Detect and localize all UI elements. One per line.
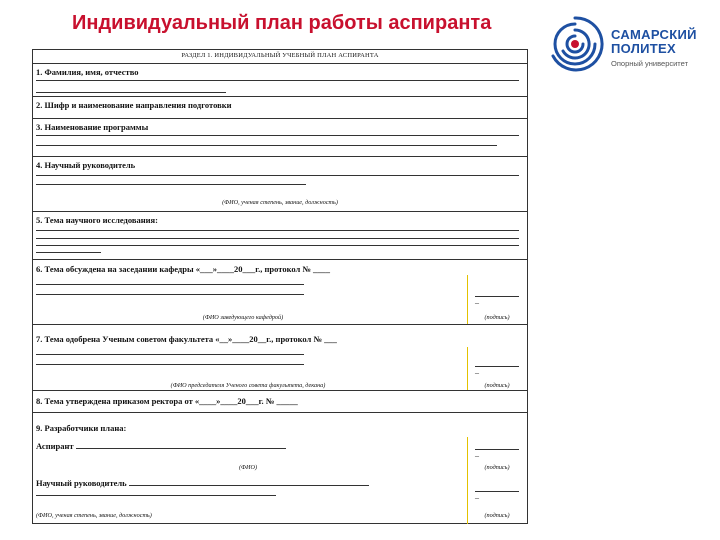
logo-name-line2: ПОЛИТЕХ [611,41,676,56]
form-header: РАЗДЕЛ 1. ИНДИВИДУАЛЬНЫЙ УЧЕБНЫЙ ПЛАН АСПИРАНТА [181,52,379,59]
council-approval-label: 7. Тема одобрена Ученым советом факультета «__»____20__г., протокол № ___ [36,334,337,344]
council-name-line-1[interactable] [36,354,304,355]
aspirant-signature-line[interactable] [475,449,519,450]
supervisor-sign-label: Научный руководитель [36,478,127,488]
logo-name-line1: САМАРСКИЙ [611,27,697,42]
signature-divider [467,275,468,325]
head-signature-caption: (подпись) [484,314,510,321]
full-name-line-1[interactable] [36,80,519,81]
supervisor-signature-line[interactable] [475,491,519,492]
aspirant-signature-dash: – [475,451,479,460]
section-research-topic [33,211,527,260]
council-name-caption: (ФИО председателя Ученого совета факультета, декана) [170,382,326,389]
aspirant-signature-caption: (подпись) [484,464,510,471]
program-label: 3. Наименование программы [36,122,149,132]
head-signature-dash: – [475,298,479,307]
supervisor-signature-dash: – [475,493,479,502]
aspirant-name-field[interactable] [76,440,286,449]
section-council-approval [33,324,527,391]
supervisor-sign-row [36,477,369,488]
council-signature-dash: – [475,368,479,377]
aspirant-label: Аспирант [36,441,74,451]
section-supervisor [33,156,527,212]
full-name-line-2[interactable] [36,92,226,93]
supervisor-name-line-2[interactable] [36,495,276,496]
supervisor-label: 4. Научный руководитель [36,160,136,170]
program-line-2[interactable] [36,145,497,146]
research-topic-line-4[interactable] [36,252,101,253]
council-name-line-2[interactable] [36,364,304,365]
section-department-discussion [33,259,527,325]
supervisor-sign-caption: (ФИО, ученая степень, звание, должность) [36,512,152,519]
page-title: Индивидуальный план работы аспиранта [72,12,492,34]
section-program [33,118,527,157]
logo-circles-icon [545,14,605,74]
aspirant-caption: (ФИО) [238,464,258,471]
supervisor-line-1[interactable] [36,175,519,176]
supervisor-line-2[interactable] [36,184,306,185]
research-topic-line-3[interactable] [36,245,519,246]
direction-label: 2. Шифр и наименование направления подготовки [36,100,232,110]
research-topic-label: 5. Тема научного исследования: [36,215,158,225]
logo-name [611,28,697,56]
supervisor-name-field[interactable] [129,477,369,486]
logo-tagline: Опорный университет [611,59,689,68]
university-logo [545,14,705,78]
aspirant-row [36,440,286,451]
form-header-row [33,50,527,63]
research-topic-line-1[interactable] [36,230,519,231]
rector-order-label: 8. Тема утверждена приказом ректора от «____»____20___г. № _____ [36,396,298,406]
section-rector-order [33,390,527,413]
signature-divider [467,347,468,391]
program-line-1[interactable] [36,135,519,136]
full-name-label: 1. Фамилия, имя, отчество [36,67,139,77]
council-signature-line[interactable] [475,366,519,367]
head-name-caption: (ФИО заведующего кафедрой) [202,314,284,321]
head-name-line-1[interactable] [36,284,304,285]
section-direction [33,96,527,119]
developers-label: 9. Разработчики плана: [36,423,127,433]
department-discussion-label: 6. Тема обсуждена на заседании кафедры «___»____20___г., протокол № ____ [36,264,331,274]
supervisor-signature-caption: (подпись) [484,512,510,519]
plan-form [32,49,528,524]
head-signature-line[interactable] [475,296,519,297]
supervisor-caption: (ФИО, ученая степень, звание, должность) [222,199,338,206]
head-name-line-2[interactable] [36,294,304,295]
council-signature-caption: (подпись) [484,382,510,389]
research-topic-line-2[interactable] [36,238,519,239]
section-full-name [33,63,527,97]
section-developers [33,412,527,524]
signature-divider [467,437,468,524]
